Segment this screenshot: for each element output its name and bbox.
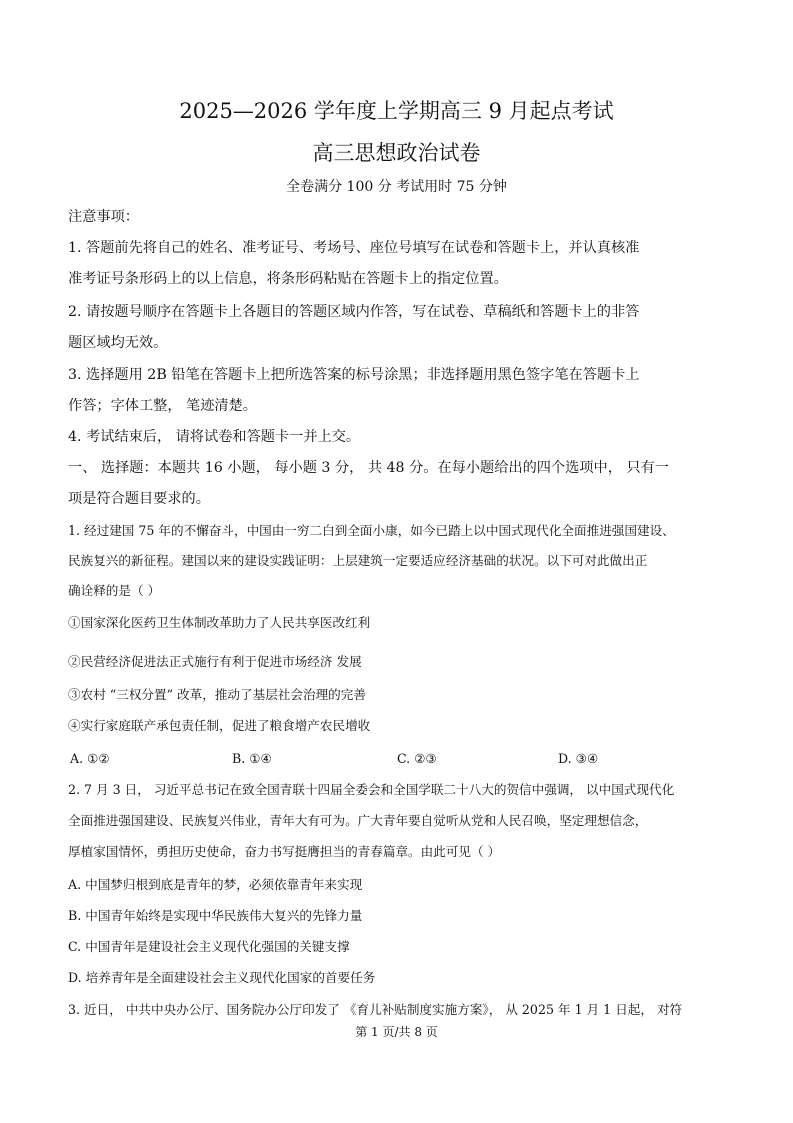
question-1-statement-2: ②民营经济促进法正式施行有利于促进市场经济 发展 bbox=[68, 654, 362, 669]
question-1-line-3: 确诠释的是（ ） bbox=[68, 583, 161, 598]
note-3-line-1: 3. 选择题用 2B 铅笔在答题卡上把所选答案的标号涂黑；非选择题用黑色签字笔在答题卡上 bbox=[68, 367, 640, 383]
question-1-line-1: 1. 经过建国 75 年的不懈奋斗，中国由一穷二白到全面小康，如今已踏上以中国式现代化全面推进强国建设、 bbox=[68, 523, 675, 538]
note-1-line-1: 1. 答题前先将自己的姓名、准考证号、考场号、座位号填写在试卷和答题卡上，并认真核准 bbox=[68, 240, 640, 256]
question-2-option-c: C. 中国青年是建设社会主义现代化强国的关键支撑 bbox=[68, 939, 350, 954]
question-2-option-d: D. 培养青年是全面建设社会主义现代化国家的首要任务 bbox=[68, 970, 376, 985]
question-1-statement-4: ④实行家庭联产承包责任制，促进了粮食增产农民增收 bbox=[68, 718, 371, 733]
note-2-line-2: 题区域均无效。 bbox=[68, 335, 168, 351]
exam-subtitle: 全卷满分 100 分 考试用时 75 分钟 bbox=[286, 179, 507, 195]
question-1-option-d: D. ③④ bbox=[558, 751, 599, 766]
question-2-option-b: B. 中国青年始终是实现中华民族伟大复兴的先锋力量 bbox=[68, 908, 363, 923]
page-number: 第 1 页/共 8 页 bbox=[355, 1025, 438, 1039]
question-1-option-b: B. ①④ bbox=[232, 751, 272, 766]
question-1-statement-3: ③农村 “三权分置” 改革，推动了基层社会治理的完善 bbox=[68, 687, 366, 702]
question-1-option-a: A. ①② bbox=[70, 751, 110, 766]
question-2-line-1: 2. 7 月 3 日， 习近平总书记在致全国青联十四届全委会和全国学联二十八大的贺信中强调， 以中国式现代化 bbox=[68, 782, 675, 797]
note-1-line-2: 准考证号条形码上的以上信息，将条形码粘贴在答题卡上的指定位置。 bbox=[68, 271, 508, 287]
question-2-line-3: 厚植家国情怀，勇担历史使命，奋力书写挺膺担当的青春篇章。由此可见（ ） bbox=[68, 844, 501, 859]
subject-title: 高三思想政治试卷 bbox=[312, 141, 481, 165]
exam-title: 2025—2026 学年度上学期高三 9 月起点考试 bbox=[179, 99, 614, 123]
question-3-line-1: 3. 近日， 中共中央办公厅、国务院办公厅印发了 《育儿补贴制度实施方案》， 从 2025 年 1 月 1 日起， 对符 bbox=[68, 1002, 683, 1017]
question-1-line-2: 民族复兴的新征程。建国以来的建设实践证明：上层建筑一定要适应经济基础的状况。以下可对此做出正 bbox=[68, 553, 648, 568]
question-1-statement-1: ①国家深化医药卫生体制改革助力了人民共享医改红利 bbox=[68, 615, 371, 630]
note-4-line-1: 4. 考试结束后， 请将试卷和答题卡一并上交。 bbox=[68, 429, 361, 445]
note-2-line-1: 2. 请按题号顺序在答题卡上各题目的答题区域内作答，写在试卷、草稿纸和答题卡上的非答 bbox=[68, 304, 640, 320]
note-3-line-2: 作答；字体工整， 笔迹清楚。 bbox=[68, 398, 257, 414]
question-2-option-a: A. 中国梦归根到底是青年的梦，必须依靠青年来实现 bbox=[68, 877, 363, 892]
section-1-line-1: 一、 选择题：本题共 16 小题， 每小题 3 分， 共 48 分。在每小题给出的四个选项中， 只有一 bbox=[68, 460, 669, 476]
question-1-option-c: C. ②③ bbox=[397, 751, 437, 766]
notes-heading: 注意事项： bbox=[68, 209, 139, 225]
question-2-line-2: 全面推进强国建设、民族复兴伟业，青年大有可为。广大青年要自觉听从党和人民召唤，坚定理想信念， bbox=[68, 813, 648, 828]
section-1-line-2: 项是符合题目要求的。 bbox=[68, 491, 210, 507]
